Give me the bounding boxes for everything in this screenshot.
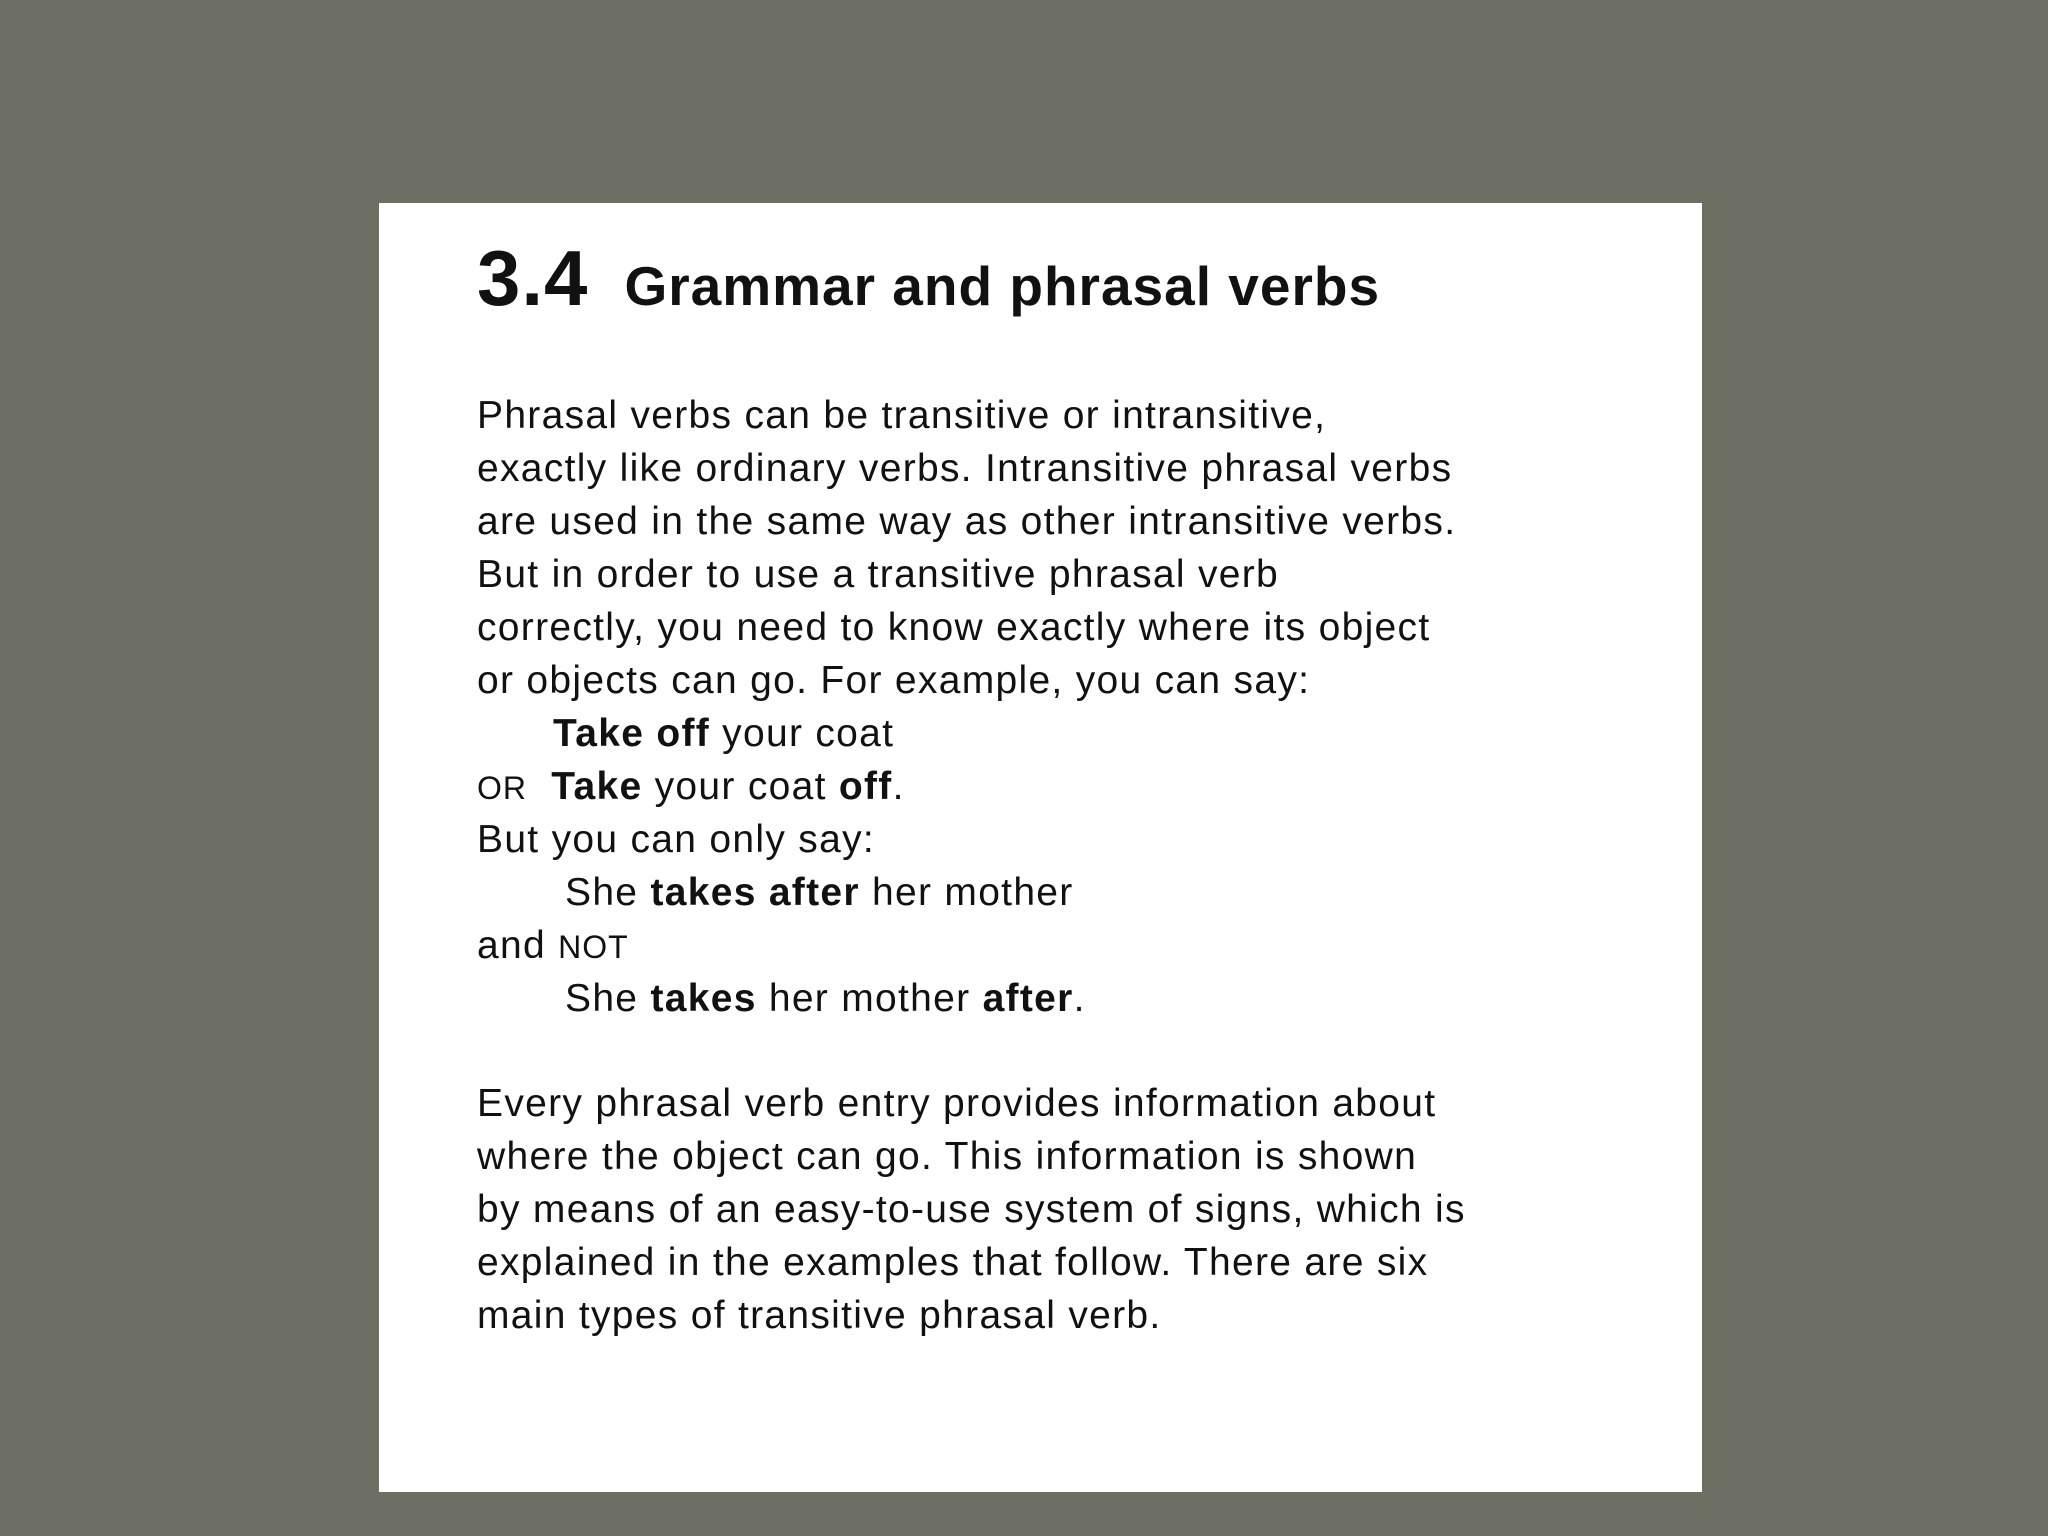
- example-text: your coat: [654, 765, 827, 808]
- section-number: 3.4: [477, 234, 589, 322]
- example-particle: after: [982, 977, 1074, 1020]
- only-say-line: But you can only say:: [477, 818, 876, 861]
- intro-paragraph: [477, 389, 1637, 1025]
- example-verb: takes: [650, 977, 757, 1020]
- paragraph-line: Every phrasal verb entry provides information about: [477, 1082, 1437, 1125]
- paragraph-line: exactly like ordinary verbs. Intransitive phrasal verbs: [477, 447, 1453, 490]
- paragraph-line: by means of an easy-to-use system of signs, which is: [477, 1188, 1466, 1231]
- example-phrasal-verb: takes after: [650, 871, 860, 914]
- section-heading: [477, 233, 1637, 329]
- example-text: your coat: [722, 712, 895, 755]
- example-text: her mother: [768, 977, 971, 1020]
- paragraph-line: Phrasal verbs can be transitive or intransitive,: [477, 394, 1327, 437]
- example-take-your-coat-off: [477, 760, 1637, 813]
- or-label: OR: [477, 770, 527, 806]
- example-text: She: [565, 977, 639, 1020]
- paragraph-line: correctly, you need to know exactly where its object: [477, 606, 1431, 649]
- example-particle: off: [838, 765, 893, 808]
- paragraph-line: or objects can go. For example, you can say:: [477, 659, 1311, 702]
- example-punctuation: .: [1073, 977, 1086, 1020]
- section-title: Grammar and phrasal verbs: [624, 255, 1381, 317]
- example-verb: Take: [551, 765, 643, 808]
- page-content: [477, 233, 1637, 1342]
- paragraph-line: main types of transitive phrasal verb.: [477, 1294, 1162, 1337]
- and-label: and: [477, 924, 546, 967]
- not-label: NOT: [558, 929, 629, 965]
- example-text: her mother: [872, 871, 1074, 914]
- paragraph-line: where the object can go. This information is shown: [477, 1135, 1418, 1178]
- paragraph-line: are used in the same way as other intransitive verbs.: [477, 500, 1457, 543]
- example-takes-after: [477, 866, 1637, 919]
- second-paragraph: [477, 1077, 1637, 1342]
- example-takes-her-mother-after: [477, 972, 1637, 1025]
- example-text: She: [565, 871, 639, 914]
- example-punctuation: .: [892, 765, 905, 808]
- book-page: [379, 203, 1702, 1492]
- paragraph-line: explained in the examples that follow. There are six: [477, 1241, 1429, 1284]
- paragraph-line: But in order to use a transitive phrasal verb: [477, 553, 1280, 596]
- and-not-line: [477, 919, 1637, 972]
- example-phrasal-verb: Take off: [553, 712, 711, 755]
- example-take-off-your-coat: [477, 707, 1637, 760]
